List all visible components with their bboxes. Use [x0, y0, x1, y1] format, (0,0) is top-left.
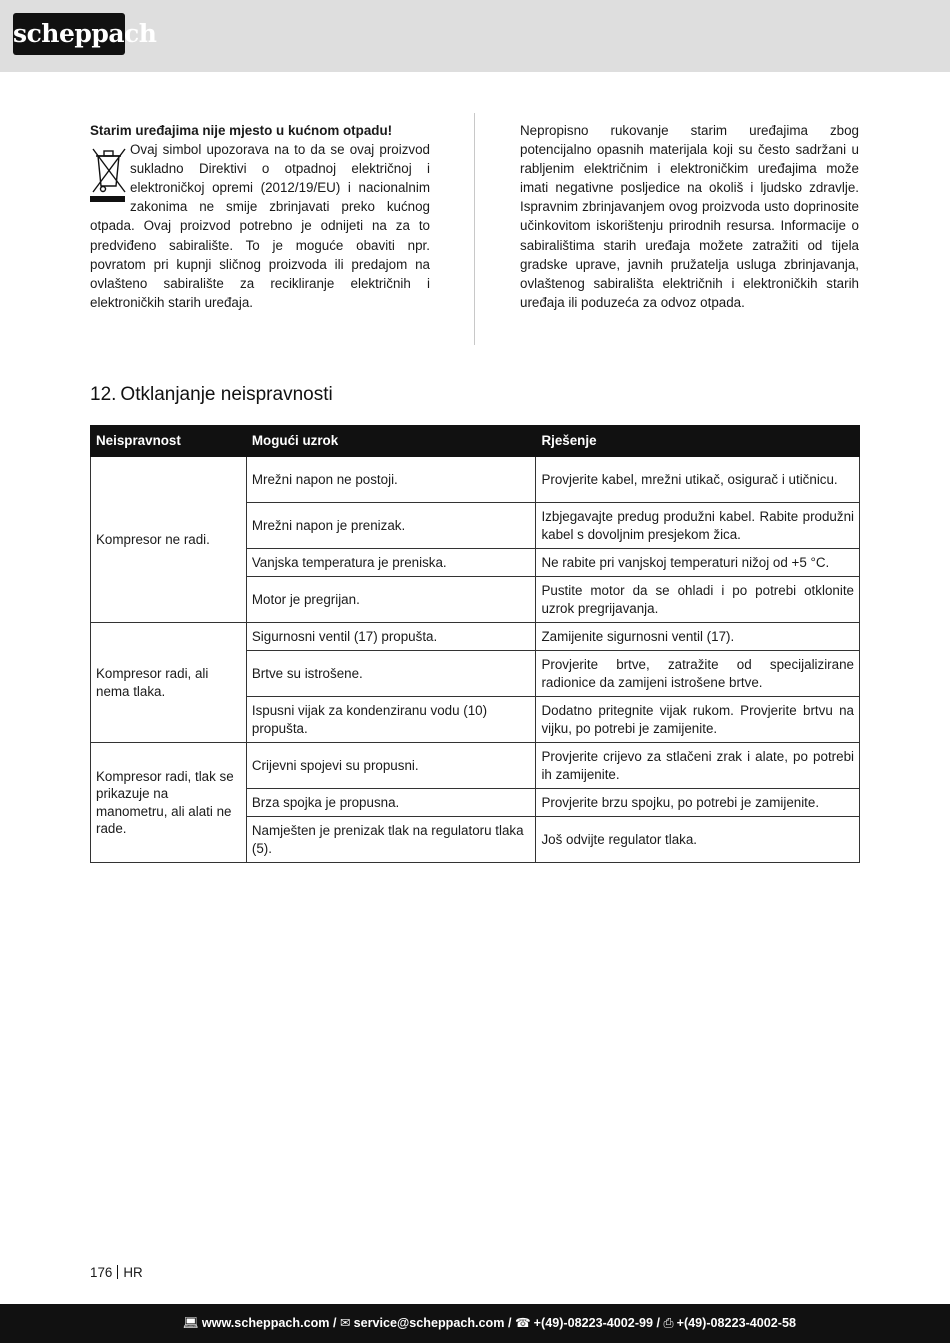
cause-cell: Motor je pregrijan.: [246, 577, 536, 623]
envelope-icon: ✉︎: [340, 1316, 351, 1330]
telephone-icon: ☎︎: [514, 1316, 531, 1330]
disposal-impact-text: Nepropisno rukovanje starim uređajima zbog potencijalno opasnih materijala koji su često sadržani u rabljenim električnim i elektroničkim uređajima može imati negativne posljedice na okoliš i ljudsko zdravlje. Ispravnim zbrinjavanjem ovog proizvoda usto doprinosite učinkovitom iskorištenju prirodnih resursa. Informacije o sabiralištima starih uređaja možete zatražiti od tijela gradske uprave, javnih pružatelja usluga zbrinjavanja, ovlaštenog sabirališta električnih i elektroničkih starih uređaja ili poduzeća za odvoz otpada.: [520, 123, 859, 310]
crossed-out-wheelie-bin-icon: [90, 140, 128, 216]
solution-cell: Provjerite brtve, zatražite od specijalizirane radionice da zamijeni istrošene brtve.: [536, 651, 860, 697]
cause-cell: Brza spojka je propusna.: [246, 789, 536, 817]
table-row: [91, 743, 860, 789]
header-fault: Neispravnost: [91, 426, 247, 457]
fax-icon: ⎙: [663, 1316, 674, 1330]
solution-cell: Još odvijte regulator tlaka.: [536, 817, 860, 863]
cause-cell: Crijevni spojevi su propusni.: [246, 743, 536, 789]
page-number-value: 176: [90, 1265, 113, 1280]
solution-cell: Izbjegavajte predug produžni kabel. Rabite produžni kabel s dovoljnim presjekom žica.: [536, 503, 860, 549]
solution-cell: Provjerite crijevo za stlačeni zrak i alate, po potrebi ih zamijenite.: [536, 743, 860, 789]
solution-cell: Dodatno pritegnite vijak rukom. Provjerite brtvu na vijku, po potrebi je zamijenite.: [536, 697, 860, 743]
table-row: [91, 623, 860, 651]
page-language: HR: [123, 1265, 143, 1280]
table-header-row: [91, 426, 860, 457]
cause-cell: Sigurnosni ventil (17) propušta.: [246, 623, 536, 651]
solution-cell: Ne rabite pri vanjskoj temperaturi nižoj od +5 °C.: [536, 549, 860, 577]
column-divider: [474, 113, 475, 345]
cause-cell: Mrežni napon je prenizak.: [246, 503, 536, 549]
computer-icon: 💻︎: [182, 1316, 199, 1330]
cause-cell: Vanjska temperatura je preniska.: [246, 549, 536, 577]
footer-fax: +(49)-08223-4002-58: [676, 1316, 796, 1330]
footer-email-link[interactable]: service@scheppach.com: [353, 1316, 505, 1330]
cause-cell: Brtve su istrošene.: [246, 651, 536, 697]
disposal-notice-column: [90, 121, 430, 312]
header-cause: Mogući uzrok: [246, 426, 536, 457]
cause-cell: Namješten je prenizak tlak na regulatoru tlaka (5).: [246, 817, 536, 863]
brand-logo: scheppach: [13, 13, 125, 55]
footer-contact-bar: [0, 1304, 950, 1343]
footer-separator: /: [333, 1316, 337, 1330]
solution-cell: Zamijenite sigurnosni ventil (17).: [536, 623, 860, 651]
disposal-body: Ovaj simbol upozorava na to da se ovaj proizvod sukladno Direktivi o otpadnoj električnoj i elektroničkoj opremi (2012/19/EU) i nacionalnim zakonima ne smije zbrinjavati preko kućnog otpada. Ovaj proizvod potrebno je odnijeti na za to predviđeno sabiralište. To je moguće obaviti npr. povratom pri kupnji sličnog proizvoda ili predajom na ovlašteno sabiralište za recikliranje električnih i elektroničkih starih uređaja.: [90, 142, 430, 310]
fault-cell: Kompresor radi, ali nema tlaka.: [91, 623, 247, 743]
troubleshooting-table: [90, 425, 860, 863]
footer-separator: /: [507, 1316, 512, 1330]
page-number-separator: [117, 1265, 118, 1279]
cause-cell: Ispusni vijak za kondenziranu vodu (10) propušta.: [246, 697, 536, 743]
disposal-heading: Starim uređajima nije mjesto u kućnom otpadu!: [90, 123, 393, 138]
solution-cell: Pustite motor da se ohladi i po potrebi otklonite uzrok pregrijavanja.: [536, 577, 860, 623]
cause-cell: Mrežni napon ne postoji.: [246, 457, 536, 503]
section-title-text: Otklanjanje neispravnosti: [120, 384, 333, 405]
fault-cell: Kompresor radi, tlak se prikazuje na manometru, ali alati ne rade.: [91, 743, 247, 863]
footer-website-link[interactable]: www.scheppach.com: [201, 1316, 330, 1330]
solution-cell: Provjerite kabel, mrežni utikač, osigurač i utičnicu.: [536, 457, 860, 503]
header-bar: [0, 0, 950, 72]
solution-cell: Provjerite brzu spojku, po potrebi je zamijenite.: [536, 789, 860, 817]
section-number: 12.: [90, 384, 117, 405]
section-title: [90, 384, 333, 406]
fault-cell: Kompresor ne radi.: [91, 457, 247, 623]
footer-separator: /: [656, 1316, 661, 1330]
table-row: [91, 457, 860, 503]
footer-phone: +(49)-08223-4002-99: [533, 1316, 654, 1330]
header-solution: Rješenje: [536, 426, 860, 457]
page-number: [90, 1265, 143, 1280]
